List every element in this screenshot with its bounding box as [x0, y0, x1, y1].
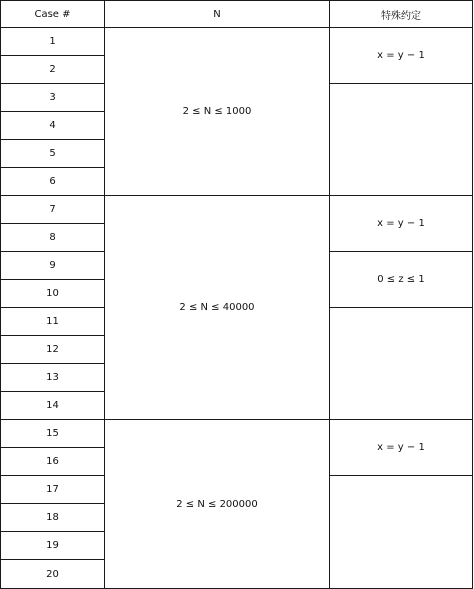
n-range-group-1: 2 ≤ N ≤ 1000: [105, 28, 330, 196]
special-condition-empty: [330, 308, 473, 420]
header-special: 特殊约定: [330, 1, 473, 28]
case-number: 11: [1, 308, 105, 336]
case-number: 5: [1, 140, 105, 168]
special-condition: x = y − 1: [330, 196, 473, 252]
case-number: 3: [1, 84, 105, 112]
case-number: 9: [1, 252, 105, 280]
header-case: Case #: [1, 1, 105, 28]
case-number: 2: [1, 56, 105, 84]
special-condition-empty: [330, 84, 473, 196]
case-number: 16: [1, 448, 105, 476]
case-number: 4: [1, 112, 105, 140]
case-number: 10: [1, 280, 105, 308]
n-range-group-2: 2 ≤ N ≤ 40000: [105, 196, 330, 420]
case-number: 7: [1, 196, 105, 224]
header-row: [1, 1, 473, 28]
case-number: 12: [1, 336, 105, 364]
case-number: 13: [1, 364, 105, 392]
case-number: 1: [1, 28, 105, 56]
case-number: 18: [1, 504, 105, 532]
header-n: N: [105, 1, 330, 28]
case-number: 20: [1, 560, 105, 589]
case-number: 15: [1, 420, 105, 448]
case-number: 17: [1, 476, 105, 504]
special-condition: x = y − 1: [330, 420, 473, 476]
case-number: 19: [1, 532, 105, 560]
special-condition: x = y − 1: [330, 28, 473, 84]
special-condition: 0 ≤ z ≤ 1: [330, 252, 473, 308]
table-row: [1, 420, 473, 448]
table-row: [1, 196, 473, 224]
table-row: [1, 28, 473, 56]
n-range-group-3: 2 ≤ N ≤ 200000: [105, 420, 330, 589]
case-number: 14: [1, 392, 105, 420]
special-condition-empty: [330, 476, 473, 589]
case-number: 8: [1, 224, 105, 252]
case-number: 6: [1, 168, 105, 196]
